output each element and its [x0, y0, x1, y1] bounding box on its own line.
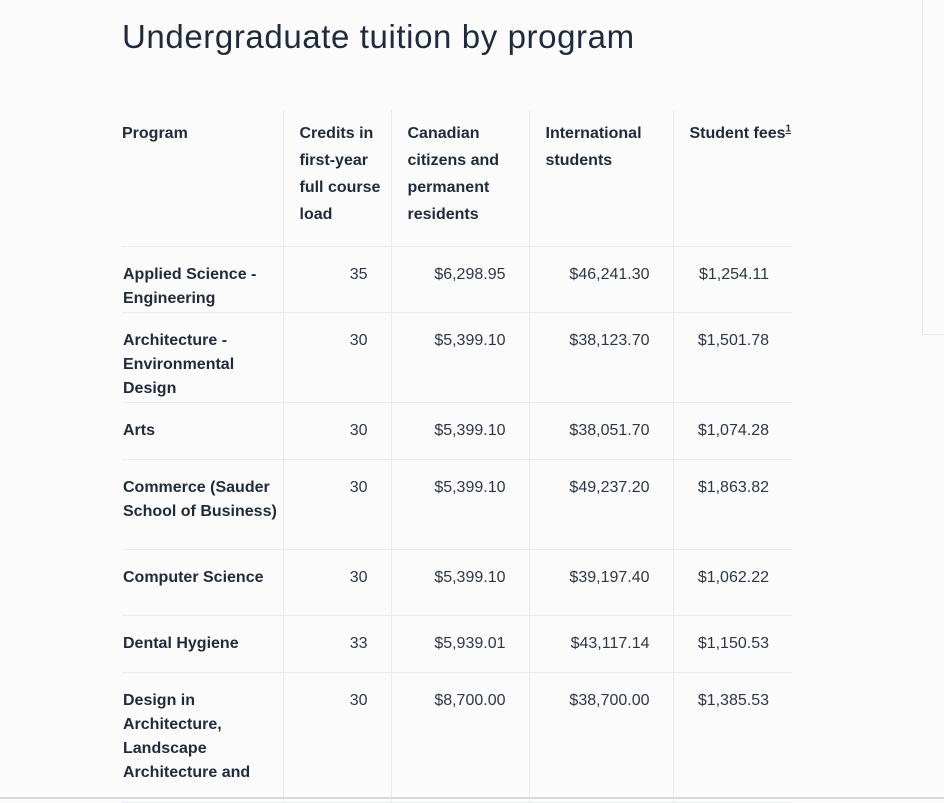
canadian-tuition-cell: $5,399.10: [391, 549, 529, 615]
table-row: [122, 312, 792, 402]
student-fees-cell: $1,501.78: [673, 312, 792, 402]
page-title: Undergraduate tuition by program: [122, 18, 635, 55]
table-row: [122, 246, 792, 312]
canadian-tuition-cell: $8,700.00: [391, 672, 529, 802]
program-cell: Architecture - Environmental Design: [122, 312, 283, 402]
student-fees-cell: $1,062.22: [673, 549, 792, 615]
table-row: [122, 459, 792, 549]
credits-cell: 35: [283, 246, 391, 312]
tuition-table: [122, 110, 792, 803]
program-cell: Computer Science: [122, 549, 283, 615]
credits-cell: 33: [283, 615, 391, 672]
sidebar-divider: [922, 0, 923, 335]
header-student-fees: [673, 110, 792, 246]
student-fees-cell: $1,150.53: [673, 615, 792, 672]
program-cell: Commerce (Sauder School of Business): [122, 459, 283, 549]
international-tuition-cell: $38,123.70: [529, 312, 673, 402]
program-cell: Applied Science - Engineering: [122, 246, 283, 312]
international-tuition-cell: $38,051.70: [529, 402, 673, 459]
footnote-link[interactable]: 1: [785, 123, 792, 135]
student-fees-cell: $1,863.82: [673, 459, 792, 549]
program-cell: Design in Architecture, Landscape Architecture and: [122, 672, 283, 802]
student-fees-cell: $1,254.11: [673, 246, 792, 312]
canadian-tuition-cell: $5,399.10: [391, 312, 529, 402]
credits-cell: 30: [283, 402, 391, 459]
program-cell: Dental Hygiene: [122, 615, 283, 672]
header-credits: Credits in first-year full course load: [283, 110, 391, 246]
credits-cell: 30: [283, 312, 391, 402]
international-tuition-cell: $43,117.14: [529, 615, 673, 672]
header-program: Program: [122, 110, 283, 246]
international-tuition-cell: $46,241.30: [529, 246, 673, 312]
student-fees-cell: $1,385.53: [673, 672, 792, 802]
canadian-tuition-cell: $5,399.10: [391, 459, 529, 549]
table-row: [122, 402, 792, 459]
table-row: [122, 615, 792, 672]
international-tuition-cell: $39,197.40: [529, 549, 673, 615]
table-row: [122, 672, 792, 802]
canadian-tuition-cell: $6,298.95: [391, 246, 529, 312]
student-fees-cell: $1,074.28: [673, 402, 792, 459]
credits-cell: 30: [283, 672, 391, 802]
canadian-tuition-cell: $5,399.10: [391, 402, 529, 459]
header-international: International students: [529, 110, 673, 246]
international-tuition-cell: $38,700.00: [529, 672, 673, 802]
header-student-fees-label: Student fees: [689, 125, 786, 142]
international-tuition-cell: $49,237.20: [529, 459, 673, 549]
header-canadian: Canadian citizens and permanent residents: [391, 110, 529, 246]
canadian-tuition-cell: $5,939.01: [391, 615, 529, 672]
credits-cell: 30: [283, 549, 391, 615]
credits-cell: 30: [283, 459, 391, 549]
table-header-row: [122, 110, 792, 246]
program-cell: Arts: [122, 402, 283, 459]
table-row: [122, 549, 792, 615]
